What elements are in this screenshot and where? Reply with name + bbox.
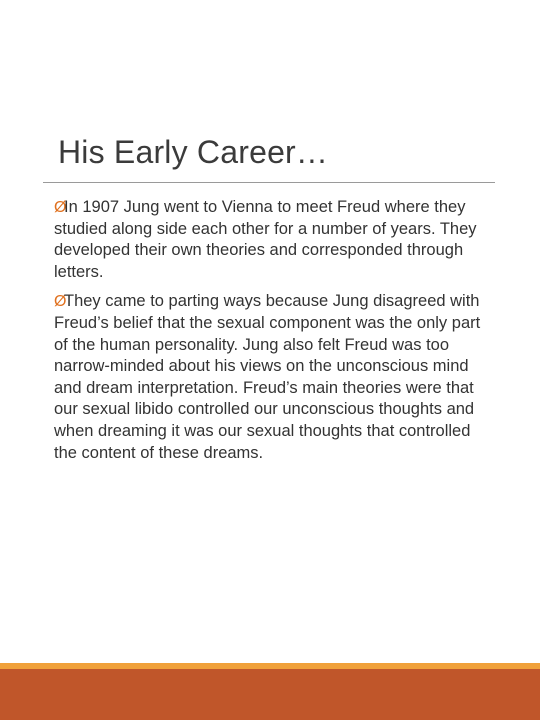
title-divider: [43, 182, 495, 183]
bullet-list: [54, 197, 494, 472]
bullet-item: [54, 291, 494, 464]
arrow-bullet-icon: Ø: [54, 199, 67, 216]
footer-bar: [0, 669, 540, 720]
bullet-text: In 1907 Jung went to Vienna to meet Freud where they studied along side each other for a number of years. They developed their own theories and corresponded through letters.: [54, 198, 477, 281]
bullet-text: They came to parting ways because Jung disagreed with Freud’s belief that the sexual component was the only part of the human personality. Jung also felt Freud was too narrow-minded about his views on the unconscious mind and dream interpretation. Freud’s main theories were that our sexual libido controlled our unconscious thoughts and when dreaming it was our sexual thoughts that controlled the content of these dreams.: [54, 292, 481, 462]
bullet-item: [54, 197, 494, 283]
arrow-bullet-icon: Ø: [54, 293, 67, 311]
slide-title: His Early Career…: [58, 134, 329, 170]
